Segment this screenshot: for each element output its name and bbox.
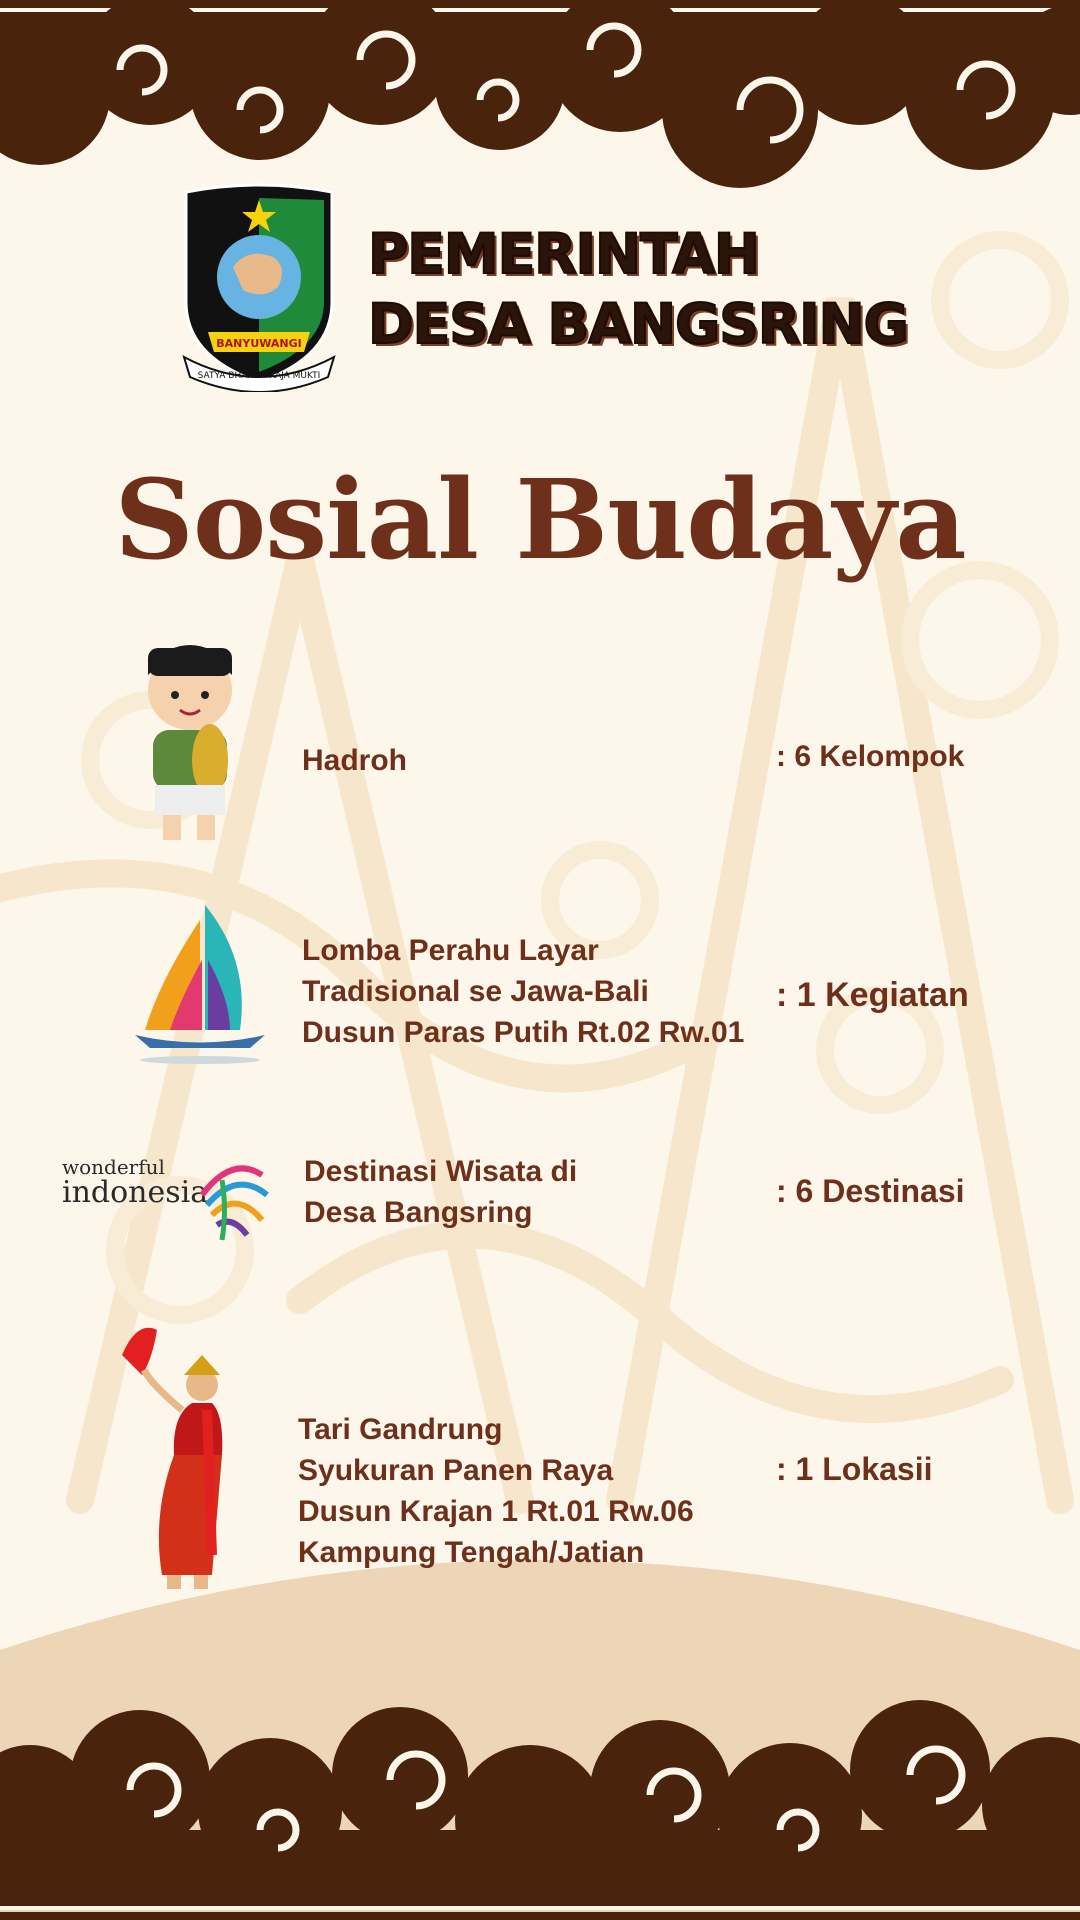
item-value: : 1 Lokasii [776,1451,933,1487]
item-value: : 1 Kegiatan [776,976,969,1014]
svg-text:SATYA BHAKTI PRAJA MUKTI: SATYA BHAKTI PRAJA MUKTI [197,371,321,381]
wonderful-indonesia-logo: wonderful indonesia [62,1155,272,1245]
garuda-swirl-icon [192,1155,272,1245]
list-item-perahu-layar [0,900,1080,1070]
hadroh-boy-icon [135,630,255,850]
header-line-1: PEMERINTAH [368,222,759,286]
item-value: : 6 Kelompok [776,740,965,773]
list-item-gandrung [0,1315,1080,1595]
bottom-cloud-border [0,1700,1080,1920]
sailboat-icon [130,900,270,1070]
item-label: Hadroh [302,744,407,777]
item-label: Tari Gandrung Syukuran Panen Raya Dusun Krajan 1 Rt.01 Rw.06 Kampung Tengah/Jatian [298,1413,694,1569]
gandrung-dancer-icon [112,1315,242,1595]
header [178,182,938,402]
header-line-2: DESA BANGSRING [368,292,908,356]
svg-text:BANYUWANGI: BANYUWANGI [216,337,302,350]
list-item-destinasi [0,1145,1080,1255]
item-label: Destinasi Wisata di Desa Bangsring [304,1155,578,1229]
item-label: Lomba Perahu Layar Tradisional se Jawa-Bali Dusun Paras Putih Rt.02 Rw.01 [302,934,745,1049]
top-cloud-border [0,0,1080,200]
page-title: Sosial Budaya [114,455,966,584]
item-value: : 6 Destinasi [776,1173,965,1209]
banyuwangi-emblem-icon [178,182,340,392]
list-item-hadroh [0,630,1080,850]
